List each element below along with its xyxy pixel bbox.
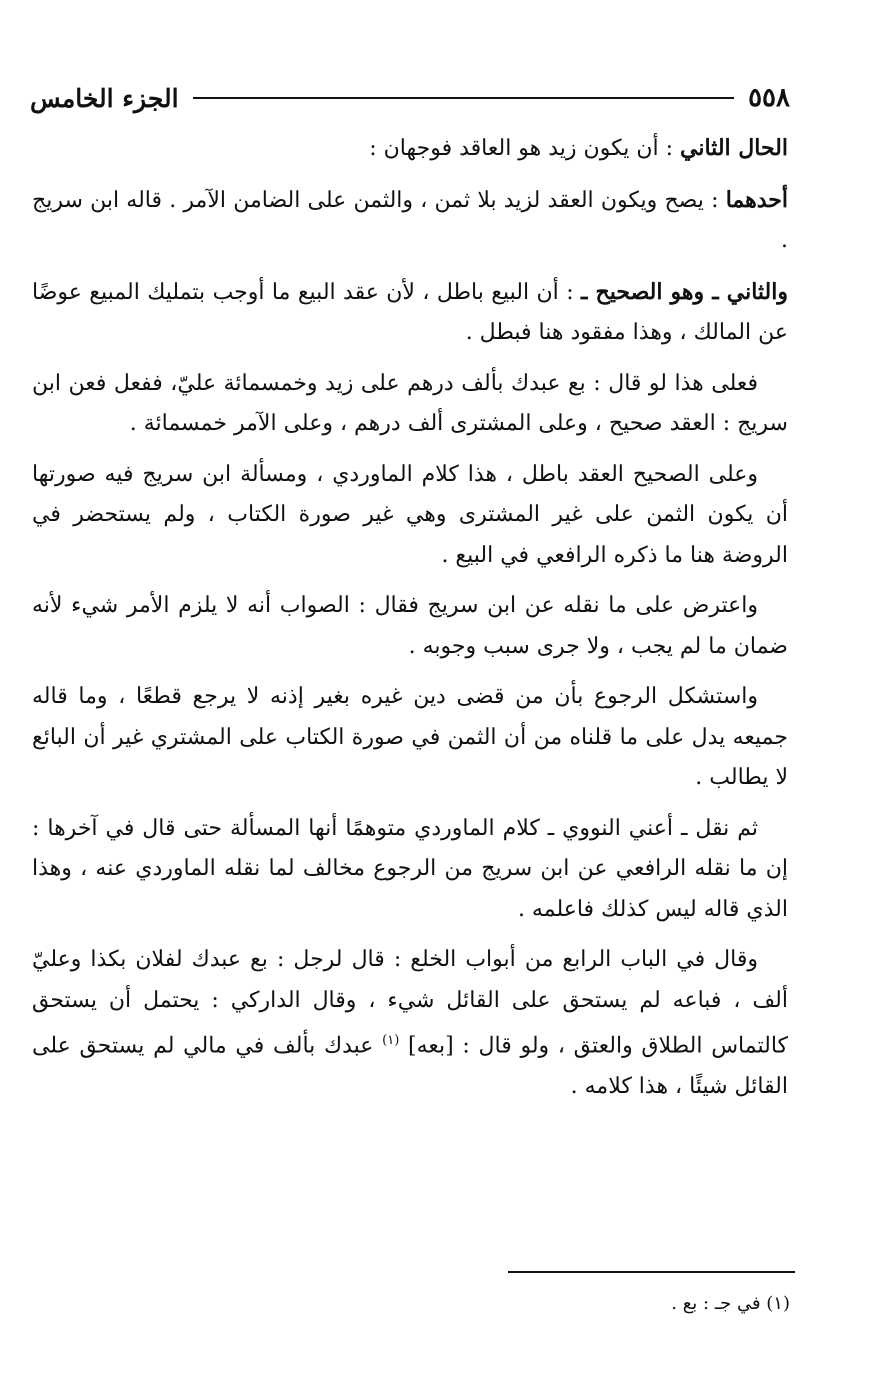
- paragraph-text: : أن يكون زيد هو العاقد فوجهان :: [369, 136, 681, 161]
- paragraph: [32, 586, 788, 667]
- paragraph-text: : يصح ويكون العقد لزيد بلا ثمن ، والثمن على الضامن الآمر . قاله ابن سريج .: [32, 187, 788, 253]
- part-title: الجزء الخامس: [30, 83, 179, 113]
- footnote-reference: (١): [382, 1033, 400, 1048]
- paragraph: [32, 364, 788, 445]
- paragraph: [32, 455, 788, 577]
- page-number: ٥٥٨: [748, 83, 790, 113]
- paragraph-text: واعترض على ما نقله عن ابن سريج فقال : الصواب أنه لا يلزم الأمر شيء لأنه ضمان ما لم يجب ، ولا جرى سبب وجوبه .: [32, 593, 788, 659]
- footnote: (١) في جـ : بع .: [671, 1293, 790, 1314]
- paragraph-lead: الحال الثاني: [680, 135, 788, 161]
- paragraph-text: فعلى هذا لو قال : بع عبدك بألف درهم على زيد وخمسمائة عليّ، ففعل فعن ابن سريج : العقد صحيح ، وعلى المشترى ألف درهم ، وعلى الآمر خمسمائة .: [32, 370, 788, 436]
- paragraph-text: وقال في الباب الرابع من أبواب الخلع : قال لرجل : بع عبدك لفلان بكذا وعليّ ألف ، فباعه لم يستحق على القائل شيء ، وقال الداركي : يحتمل أن يستحق كالتماس الطلاق والعتق ، ولو قال : [بعه]: [32, 947, 788, 1059]
- paragraph-text: واستشكل الرجوع بأن من قضى دين غيره بغير إذنه لا يرجع قطعًا ، وما قاله جميعه يدل على ما قلناه من أن الثمن في صورة الكتاب على المشتري غير أن البائع لا يطالب .: [32, 684, 788, 790]
- paragraph: [32, 809, 788, 931]
- page-header: [30, 78, 790, 118]
- header-rule: [193, 97, 735, 99]
- paragraph: [32, 940, 788, 1107]
- paragraph: [32, 128, 788, 170]
- paragraph: [32, 180, 788, 262]
- paragraph-text: : أن البيع باطل ، لأن عقد البيع ما أوجب بتمليك المبيع عوضًا عن المالك ، وهذا مفقود هنا فبطل .: [32, 279, 788, 345]
- body-text: [32, 128, 788, 1117]
- paragraph: [32, 677, 788, 799]
- paragraph-text: وعلى الصحيح العقد باطل ، هذا كلام الماوردي ، ومسألة ابن سريج فيه صورتها أن يكون الثمن على غير المشترى وهي غير صورة الكتاب ، ولم يستحضر في الروضة هنا ما ذكره الرافعي في البيع .: [32, 461, 788, 568]
- paragraph-lead: أحدهما: [725, 186, 788, 213]
- paragraph-text: ثم نقل ـ أعني النووي ـ كلام الماوردي متوهمًا أنها المسألة حتى قال في آخرها : إن ما نقله الرافعي عن ابن سريج من الرجوع مخالف لما نقله الماوردي عنه ، وهذا الذي قاله ليس كذلك فاعلمه .: [32, 815, 789, 922]
- paragraph-lead: والثاني ـ وهو الصحيح ـ: [581, 278, 788, 305]
- footnote-rule: [508, 1271, 795, 1273]
- paragraph: [32, 272, 788, 354]
- paragraph-text: عبدك بألف في مالي لم يستحق على القائل شيئًا ، هذا كلامه .: [32, 1033, 788, 1099]
